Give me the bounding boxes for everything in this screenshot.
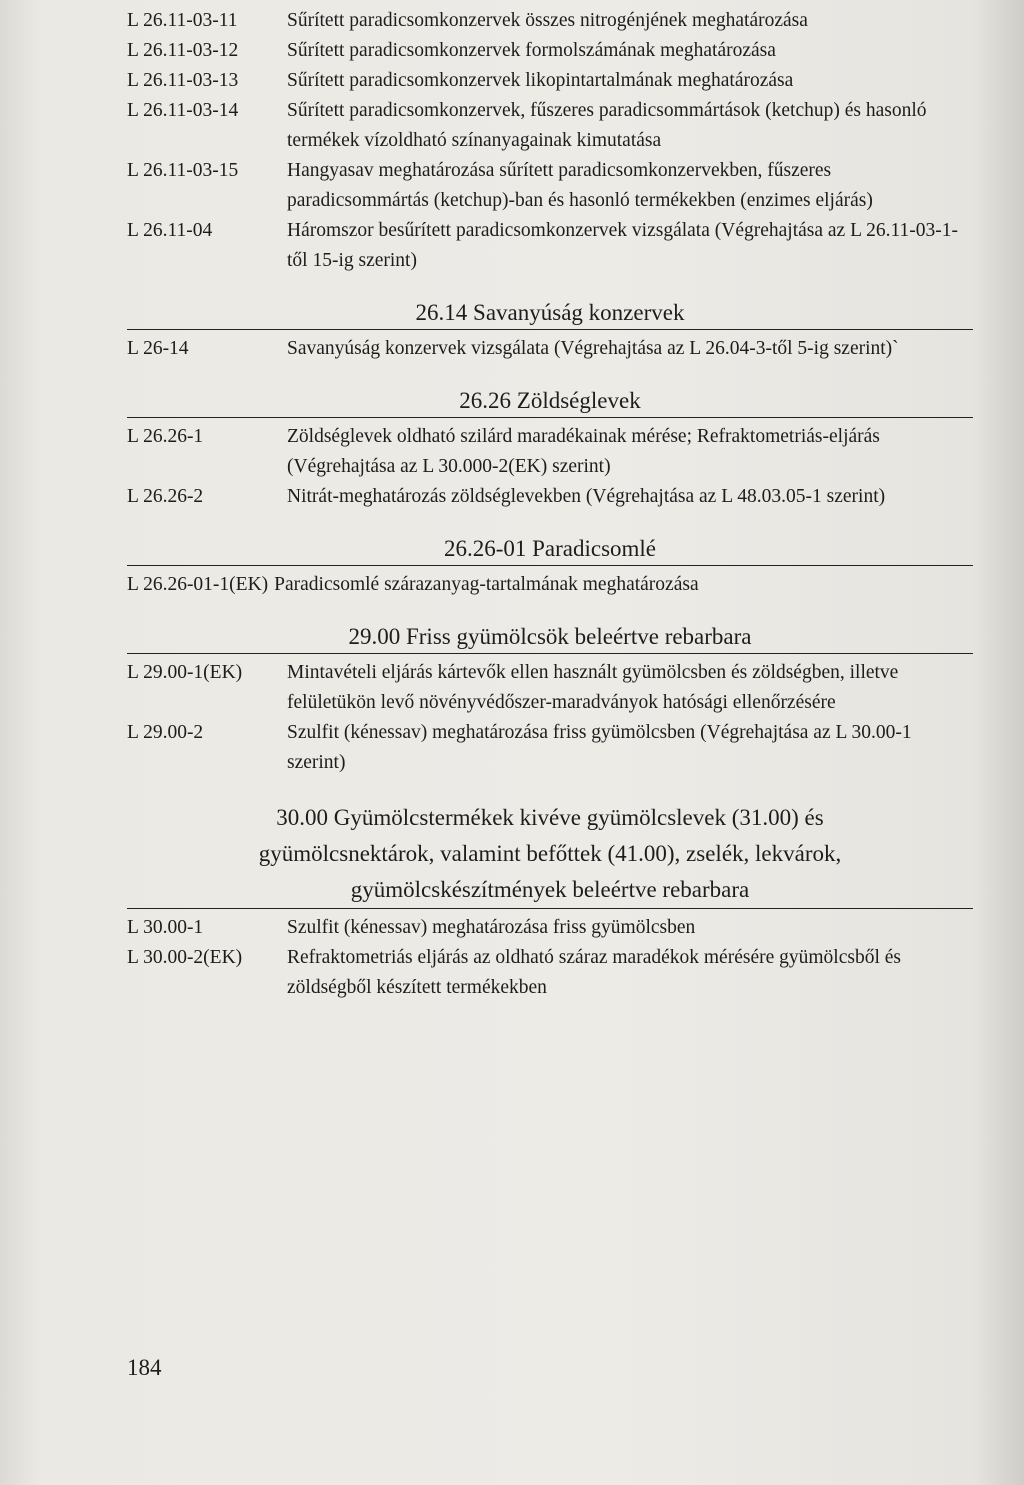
entry-text: Háromszor besűrített paradicsomkonzervek vizsgálata (Végrehajtása az L 26.11-03-1-től 15-ig szerint) [287,220,959,271]
entry-text: Savanyúság konzervek vizsgálata (Végrehajtása az L 26.04-3-től 5-ig szerint)` [287,338,899,359]
entry [127,36,973,66]
entry-code: L 29.00-2 [127,722,204,743]
entry [127,334,973,364]
page-number: 184 [127,1355,162,1380]
entry [127,96,973,156]
section-title: 26.26 Zöldséglevek [127,386,973,418]
section-title: 29.00 Friss gyümölcsök beleértve rebarbara [127,622,973,654]
entry-text: Szulfit (kénessav) meghatározása friss gyümölcsben [287,917,696,938]
entry [127,156,973,216]
entry [127,422,973,482]
entry-text: Zöldséglevek oldható szilárd maradékainak mérése; Refraktometriás-eljárás (Végrehajtása az L 30.000-2(EK) szerint) [287,426,880,477]
entry-code: L 30.00-2(EK) [127,947,243,968]
entry [127,943,973,1003]
entry-code: L 26.11-03-14 [127,100,239,121]
section-title: 26.26-01 Paradicsomlé [127,534,973,566]
entry-code: L 26.26-01-1(EK) [127,574,269,595]
entry [127,216,973,276]
section-title: 26.14 Savanyúság konzervek [127,298,973,330]
entry [127,570,973,600]
entry-text: Sűrített paradicsomkonzervek összes nitrogénjének meghatározása [287,10,808,31]
page-content [127,6,973,1003]
entry-code: L 26.11-03-12 [127,40,239,61]
entry-code: L 29.00-1(EK) [127,662,243,683]
entry [127,482,973,512]
entry [127,66,973,96]
entry-text: Sűrített paradicsomkonzervek formolszámának meghatározása [287,40,776,61]
entry-code: L 26.11-03-11 [127,10,238,31]
entry-list-26-11 [127,6,973,276]
entry [127,658,973,718]
entry-text: Hangyasav meghatározása sűrített paradicsomkonzervekben, fűszeres paradicsommártás (ketchup)-ban és hasonló termékekben (enzimes eljárás) [287,160,873,211]
entry-code: L 26.11-03-13 [127,70,239,91]
entry-code: L 26.26-1 [127,426,204,447]
entry-code: L 26.11-04 [127,220,213,241]
entry-code: L 30.00-1 [127,917,204,938]
entry-text: Nitrát-meghatározás zöldséglevekben (Végrehajtása az L 48.03.05-1 szerint) [287,486,886,507]
entry [127,6,973,36]
entry-code: L 26.26-2 [127,486,204,507]
entry-text: Sűrített paradicsomkonzervek likopintartalmának meghatározása [287,70,794,91]
entry-text: Paradicsomlé szárazanyag-tartalmának meghatározása [274,574,699,595]
entry-text: Szulfit (kénessav) meghatározása friss gyümölcsben (Végrehajtása az L 30.00-1 szerint) [287,722,912,773]
section-title: 30.00 Gyümölcstermékek kivéve gyümölcslevek (31.00) és gyümölcsnektárok, valamint befőttek (41.00), zselék, lekvárok, gyümölcskészítmények beleértve rebarbara [127,800,973,909]
entry-text: Mintavételi eljárás kártevők ellen használt gyümölcsben és zöldségben, illetve felületükön levő növényvédőszer-maradványok hatósági ellenőrzésére [287,662,899,713]
entry [127,718,973,778]
entry-code: L 26.11-03-15 [127,160,239,181]
entry-code: L 26-14 [127,338,189,359]
entry [127,913,973,943]
entry-text: Refraktometriás eljárás az oldható száraz maradékok mérésére gyümölcsből és zöldségből készített termékekben [287,947,901,998]
entry-text: Sűrített paradicsomkonzervek, fűszeres paradicsommártások (ketchup) és hasonló termékek vízoldható színanyagainak kimutatása [287,100,927,151]
